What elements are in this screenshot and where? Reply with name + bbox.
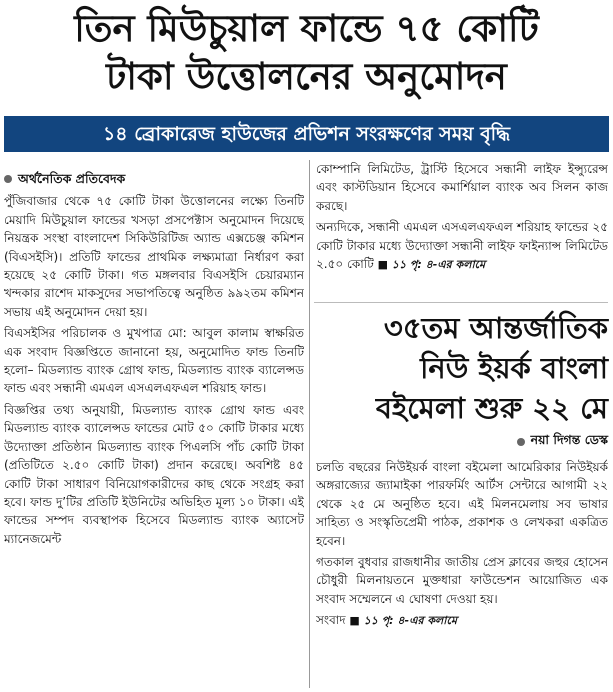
article-divider xyxy=(314,302,608,303)
book-fair-headline-line-2: নিউ ইয়র্ক বাংলা xyxy=(420,351,608,385)
left-paragraph-3: বিজ্ঞপ্তির তথ্য অনুযায়ী, মিডল্যান্ড ব্যাংক গ্রোথ ফান্ড এবং মিডল্যান্ড ব্যাংক ব্যালেন্সড ফান্ডের মোট ৫০ কোটি টাকার মধ্যে উদ্যোক্তা প্রতিষ্ঠান মিডল্যান্ড ব্যাংক পিএলসি পাঁচ কোটি টাকা (প্রতিটিতে ২.৫০ কোটি টাকা) প্রদান করেছে। অবশিষ্ট ৪৫ কোটি টাকা সাধারণ বিনিয়োগকারীদের কাছ থেকে সংগ্রহ করা হবে। ফান্ড দু’টির প্রতিটি ইউনিটের অভিহিত মূল্য ১০ টাকা। এই ফান্ডের সম্পদ ব্যবস্থাপক হিসেবে মিডল্যান্ড ব্যাংক অ্যাসেট ম্যানেজমেন্ট xyxy=(4,402,304,546)
left-article xyxy=(4,170,304,688)
left-byline xyxy=(4,170,304,188)
book-fair-headline xyxy=(316,308,608,428)
book-fair-paragraph-2: গতকাল বুধবার রাজধানীর জাতীয় প্রেস ক্লাবের জহুর হোসেন চৌধুরী মিলনায়তনে মুক্তধারা ফাউন্ডেশন আয়োজিত এক সংবাদ সম্মেলনে এ ঘোষণা দেওয়া হয়। xyxy=(316,555,608,606)
right-top-paragraph-2 xyxy=(316,218,608,274)
left-paragraph-1: পুঁজিবাজার থেকে ৭৫ কোটি টাকা উত্তোলনের লক্ষ্যে তিনটি মেয়াদি মিউচুয়াল ফান্ডের খসড়া প্রসপেক্টাস অনুমোদন দিয়েছে নিয়ন্ত্রক সংস্থা বাংলাদেশ সিকিউরিটিজ অ্যান্ড এক্সচেঞ্জ কমিশন (বিএসইসি)। প্রতিটি ফান্ডের প্রাথমিক লক্ষ্যমাত্রা নির্ধারণ করা হয়েছে ২৫ কোটি টাকা। গত মঙ্গলবার বিএসইসি চেয়ারম্যান খন্দকার রাশেদ মাকসুদের সভাপতিত্বে অনুষ্ঠিত ৯৯২তম কমিশন সভায় এই অনুমোদন দেয়া হয়। xyxy=(4,194,304,319)
book-fair-paragraph-3-text: সংবাদ xyxy=(316,613,346,628)
main-headline xyxy=(0,4,613,100)
left-byline-text: অর্থনৈতিক প্রতিবেদক xyxy=(18,171,126,186)
right-top-article xyxy=(316,160,608,300)
book-fair-headline-line-3: বইমেলা শুরু ২২ মে xyxy=(375,391,608,425)
sub-headline-banner: ১৪ ব্রোকারেজ হাউজের প্রভিশন সংরক্ষণের সময় বৃদ্ধি xyxy=(4,116,609,152)
column-divider xyxy=(309,160,310,688)
book-fair-byline xyxy=(316,432,608,452)
headline-line-2: টাকা উত্তোলনের অনুমোদন xyxy=(106,54,507,98)
book-fair-article xyxy=(316,458,608,688)
book-fair-headline-line-1: ৩৫তম আন্তর্জাতিক xyxy=(383,311,608,345)
headline-line-1: তিন মিউচুয়াল ফান্ডে ৭৫ কোটি xyxy=(74,6,539,50)
continuation-note: ■ ১১ পৃ: ৪-এর কলামে xyxy=(377,258,486,272)
right-top-paragraph-1: কোম্পানি লিমিটেড, ট্রাস্টি হিসেবে সন্ধানী লাইফ ইন্স্যুরেন্স এবং কাস্টডিয়ান হিসেবে কমার্শিয়াল ব্যাংক অব সিলন কাজ করছে। xyxy=(316,162,608,213)
book-fair-paragraph-1: চলতি বছরের নিউইয়র্ক বাংলা বইমেলা আমেরিকার নিউইয়র্ক অঙ্গরাজ্যের জ্যামাইকা পারফর্মিং আর্টস সেন্টারে আগামী ২২ থেকে ২৫ মে অনুষ্ঠিত হবে। এই মিলনমেলায় সব ভাষার সাহিত্য ও সংস্কৃতিপ্রেমী পাঠক, প্রকাশক ও লেখকরা একত্রিত হবেন। xyxy=(316,460,608,548)
right-top-paragraph-2-text: অন্যদিকে, সন্ধানী এমএল এসএলএফএল শরিয়াহ ফান্ডের ২৫ কোটি টাকার মধ্যে উদ্যোক্তা সন্ধানী লাইফ ফাইন্যান্স লিমিটেড ২.৫০ কোটি xyxy=(316,220,608,272)
bullet-icon xyxy=(4,175,12,183)
book-fair-paragraph-3 xyxy=(316,611,608,630)
continuation-note: ■ ১১ পৃ: ৪-এর কলামে xyxy=(349,614,457,628)
left-paragraph-2: বিএসইসির পরিচালক ও মুখপাত্র মো: আবুল কালাম স্বাক্ষরিত এক সংবাদ বিজ্ঞপ্তিতে জানানো হয়, অনুমোদিত ফান্ড তিনটি হলো– মিডল্যান্ড ব্যাংক গ্রোথ ফান্ড, মিডল্যান্ড ব্যাংক ব্যালেন্সড ফান্ড এবং সন্ধানী এমএল এসএলএফএল শরিয়াহ ফান্ড। xyxy=(4,326,304,396)
book-fair-byline-text: নয়া দিগন্ত ডেস্ক xyxy=(530,432,608,447)
bullet-icon xyxy=(517,438,525,446)
